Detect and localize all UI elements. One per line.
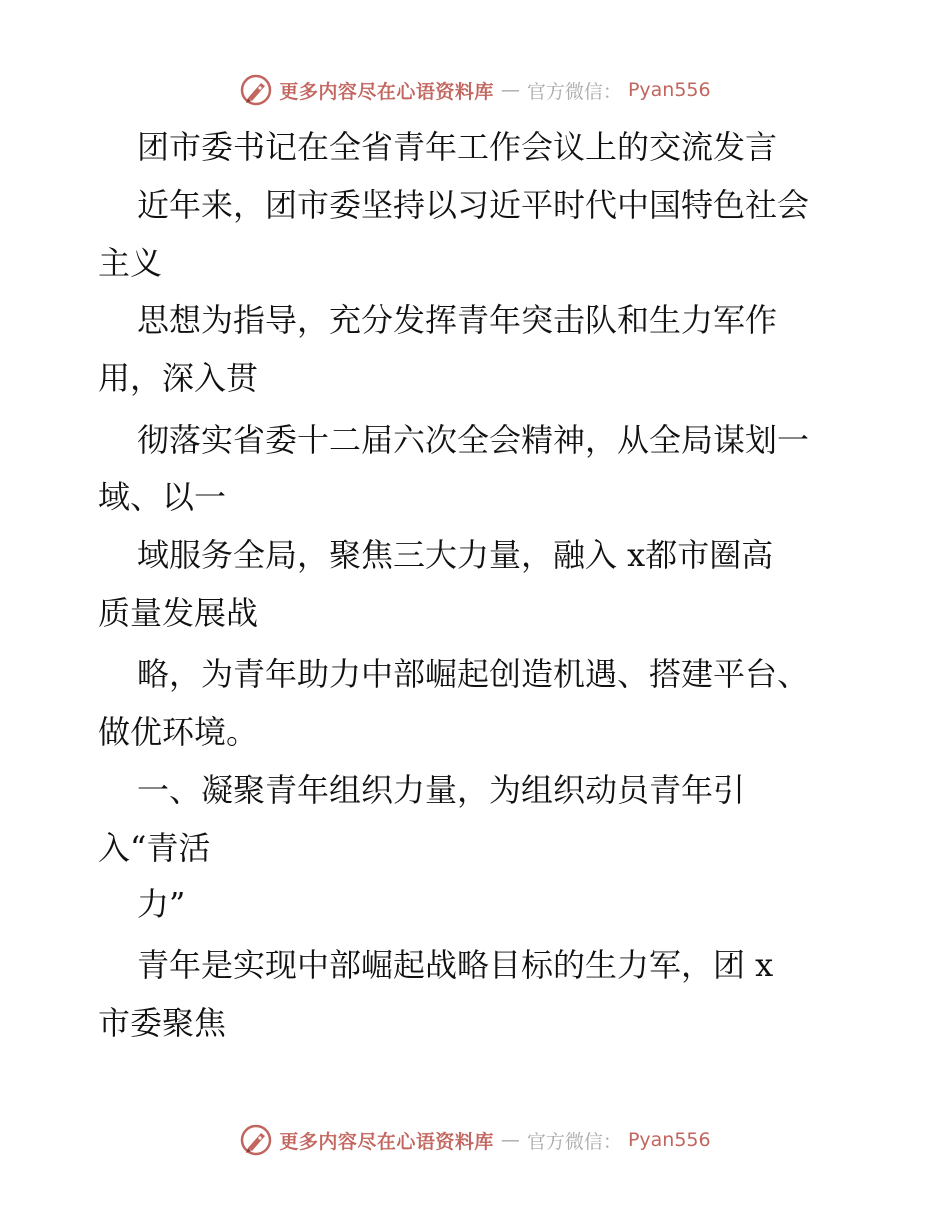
paragraph-line: 思想为指导，充分发挥青年突击队和生力军作 (137, 301, 778, 339)
watermark-wechat-id: Pyan556 (627, 1129, 711, 1151)
watermark-main-text: 更多内容尽在心语资料库 (279, 80, 494, 103)
paragraph-line: 略，为青年助力中部崛起创造机遇、搭建平台、 (137, 655, 810, 693)
paragraph-line: 用，深入贯 (98, 359, 259, 397)
paragraph-line: 做优环境。 (98, 713, 259, 751)
watermark-sub-text: 官方微信： (526, 80, 622, 103)
pen-logo-icon (239, 1123, 273, 1157)
watermark-dash: — (500, 1129, 520, 1151)
watermark-banner-bottom (0, 1120, 950, 1160)
paragraph-line: 市委聚焦 (98, 1004, 227, 1042)
paragraph-line: 质量发展战 (98, 594, 259, 632)
paragraph-line: 近年来，团市委坚持以习近平时代中国特色社会 (137, 186, 810, 224)
watermark-banner-top (0, 70, 950, 110)
paragraph-line: 彻落实省委十二届六次全会精神，从全局谋划一 (137, 421, 810, 459)
paragraph-line: 域、以一 (98, 478, 227, 516)
section-heading-line: 力” (137, 885, 186, 923)
watermark-sub-text: 官方微信： (526, 1130, 622, 1153)
watermark-main-text: 更多内容尽在心语资料库 (279, 1130, 494, 1153)
paragraph-line: 域服务全局，聚焦三大力量，融入 x都市圈高 (137, 536, 774, 574)
paragraph-line: 主义 (98, 244, 163, 282)
watermark-wechat-id: Pyan556 (627, 79, 711, 101)
pen-logo-icon (239, 73, 273, 107)
watermark-dash: — (500, 79, 520, 101)
paragraph-line: 青年是实现中部崛起战略目标的生力军，团 x (137, 946, 774, 984)
section-heading-line: 入“青活 (98, 829, 211, 867)
document-title: 团市委书记在全省青年工作会议上的交流发言 (137, 128, 778, 166)
section-heading-line: 一、凝聚青年组织力量，为组织动员青年引 (137, 771, 746, 809)
